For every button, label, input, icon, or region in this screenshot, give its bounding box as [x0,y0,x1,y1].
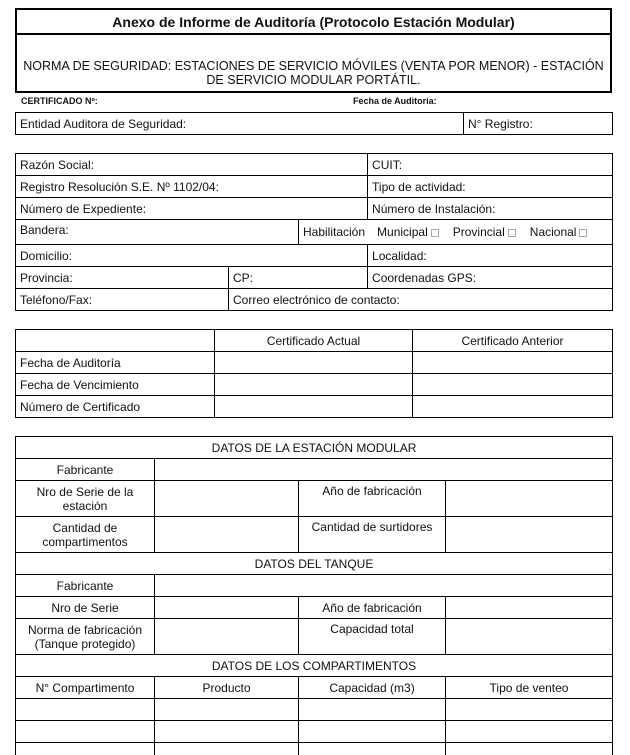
venteo-cell[interactable] [446,699,613,721]
registro-field[interactable]: N° Registro: [464,113,613,135]
cp-field[interactable]: CP: [229,267,368,289]
field-label: Capacidad total [299,619,446,655]
domicilio-field[interactable]: Domicilio: [16,245,368,267]
field-label: Año de fabricación [299,597,446,619]
section-title-estacion: DATOS DE LA ESTACIÓN MODULAR [16,437,613,459]
column-header-anterior: Certificado Anterior [413,330,613,352]
tanque-capacidad-input[interactable] [446,619,613,655]
numero-certificado-actual-input[interactable] [215,396,413,418]
numero-certificado-anterior-input[interactable] [413,396,613,418]
producto-cell[interactable] [155,721,299,743]
checkbox-icon[interactable] [579,229,587,237]
field-label: Fabricante [16,459,155,481]
row-label: Número de Certificado [16,396,215,418]
document-header [15,8,612,93]
habilitacion-provincial[interactable]: Provincial [453,225,516,239]
estacion-nro-serie-input[interactable] [155,481,299,517]
tanque-anio-input[interactable] [446,597,613,619]
document-title: Anexo de Informe de Auditoría (Protocolo Estación Modular) [17,10,610,35]
cuit-field[interactable]: CUIT: [368,154,613,176]
telefono-field[interactable]: Teléfono/Fax: [16,289,229,311]
producto-cell[interactable] [155,743,299,755]
coordenadas-field[interactable]: Coordenadas GPS: [368,267,613,289]
registro-resolucion-field[interactable]: Registro Resolución S.E. Nº 1102/04: [16,176,368,198]
habilitacion-label: Habilitación [303,225,366,239]
tanque-norma-input[interactable] [155,619,299,655]
capacidad-cell[interactable] [299,743,446,755]
tanque-fabricante-input[interactable] [155,575,613,597]
fecha-vencimiento-actual-input[interactable] [215,374,413,396]
compartimento-cell[interactable] [16,743,155,755]
estacion-table [15,436,613,755]
column-header-actual: Certificado Actual [215,330,413,352]
habilitacion-municipal[interactable]: Municipal [377,225,439,239]
field-label: Cantidad de compartimentos [16,517,155,553]
fecha-auditoria-label: Fecha de Auditoría: [353,96,437,106]
provincia-field[interactable]: Provincia: [16,267,229,289]
numero-instalacion-field[interactable]: Número de Instalación: [368,198,613,220]
estacion-anio-input[interactable] [446,481,613,517]
habilitacion-group [299,220,613,245]
venteo-cell[interactable] [446,721,613,743]
compartimento-cell[interactable] [16,721,155,743]
checkbox-icon[interactable] [431,229,439,237]
field-label: Norma de fabricación (Tanque protegido) [16,619,155,655]
row-label: Fecha de Vencimiento [16,374,215,396]
estacion-compartimentos-input[interactable] [155,517,299,553]
razon-social-field[interactable]: Razón Social: [16,154,368,176]
fecha-auditoria-actual-input[interactable] [215,352,413,374]
empresa-table [15,153,613,311]
certificados-table [15,329,613,418]
tipo-actividad-field[interactable]: Tipo de actividad: [368,176,613,198]
entidad-auditora-field[interactable]: Entidad Auditora de Seguridad: [16,113,464,135]
correo-field[interactable]: Correo electrónico de contacto: [229,289,613,311]
field-label: Fabricante [16,575,155,597]
row-label: Fecha de Auditoría [16,352,215,374]
capacidad-cell[interactable] [299,699,446,721]
field-label: Año de fabricación [299,481,446,517]
tanque-nro-serie-input[interactable] [155,597,299,619]
checkbox-icon[interactable] [508,229,516,237]
compartimento-cell[interactable] [16,699,155,721]
column-header: N° Compartimento [16,677,155,699]
estacion-surtidores-input[interactable] [446,517,613,553]
capacidad-cell[interactable] [299,721,446,743]
section-title-tanque: DATOS DEL TANQUE [16,553,613,575]
venteo-cell[interactable] [446,743,613,755]
field-label: Nro de Serie [16,597,155,619]
entidad-table [15,112,613,135]
column-header [16,330,215,352]
producto-cell[interactable] [155,699,299,721]
fecha-vencimiento-anterior-input[interactable] [413,374,613,396]
column-header: Tipo de venteo [446,677,613,699]
habilitacion-nacional[interactable]: Nacional [530,225,588,239]
localidad-field[interactable]: Localidad: [368,245,613,267]
section-title-compartimentos: DATOS DE LOS COMPARTIMENTOS [16,655,613,677]
column-header: Producto [155,677,299,699]
document-subtitle: NORMA DE SEGURIDAD: ESTACIONES DE SERVICIO MÓVILES (VENTA POR MENOR) - ESTACIÓN DE SERVICIO MODULAR PORTÁTIL. [23,59,604,87]
certificado-label: CERTIFICADO Nº: [21,96,98,106]
bandera-field[interactable]: Bandera: [16,220,299,245]
estacion-fabricante-input[interactable] [155,459,613,481]
column-header: Capacidad (m3) [299,677,446,699]
numero-expediente-field[interactable]: Número de Expediente: [16,198,368,220]
field-label: Nro de Serie de la estación [16,481,155,517]
field-label: Cantidad de surtidores [299,517,446,553]
fecha-auditoria-anterior-input[interactable] [413,352,613,374]
